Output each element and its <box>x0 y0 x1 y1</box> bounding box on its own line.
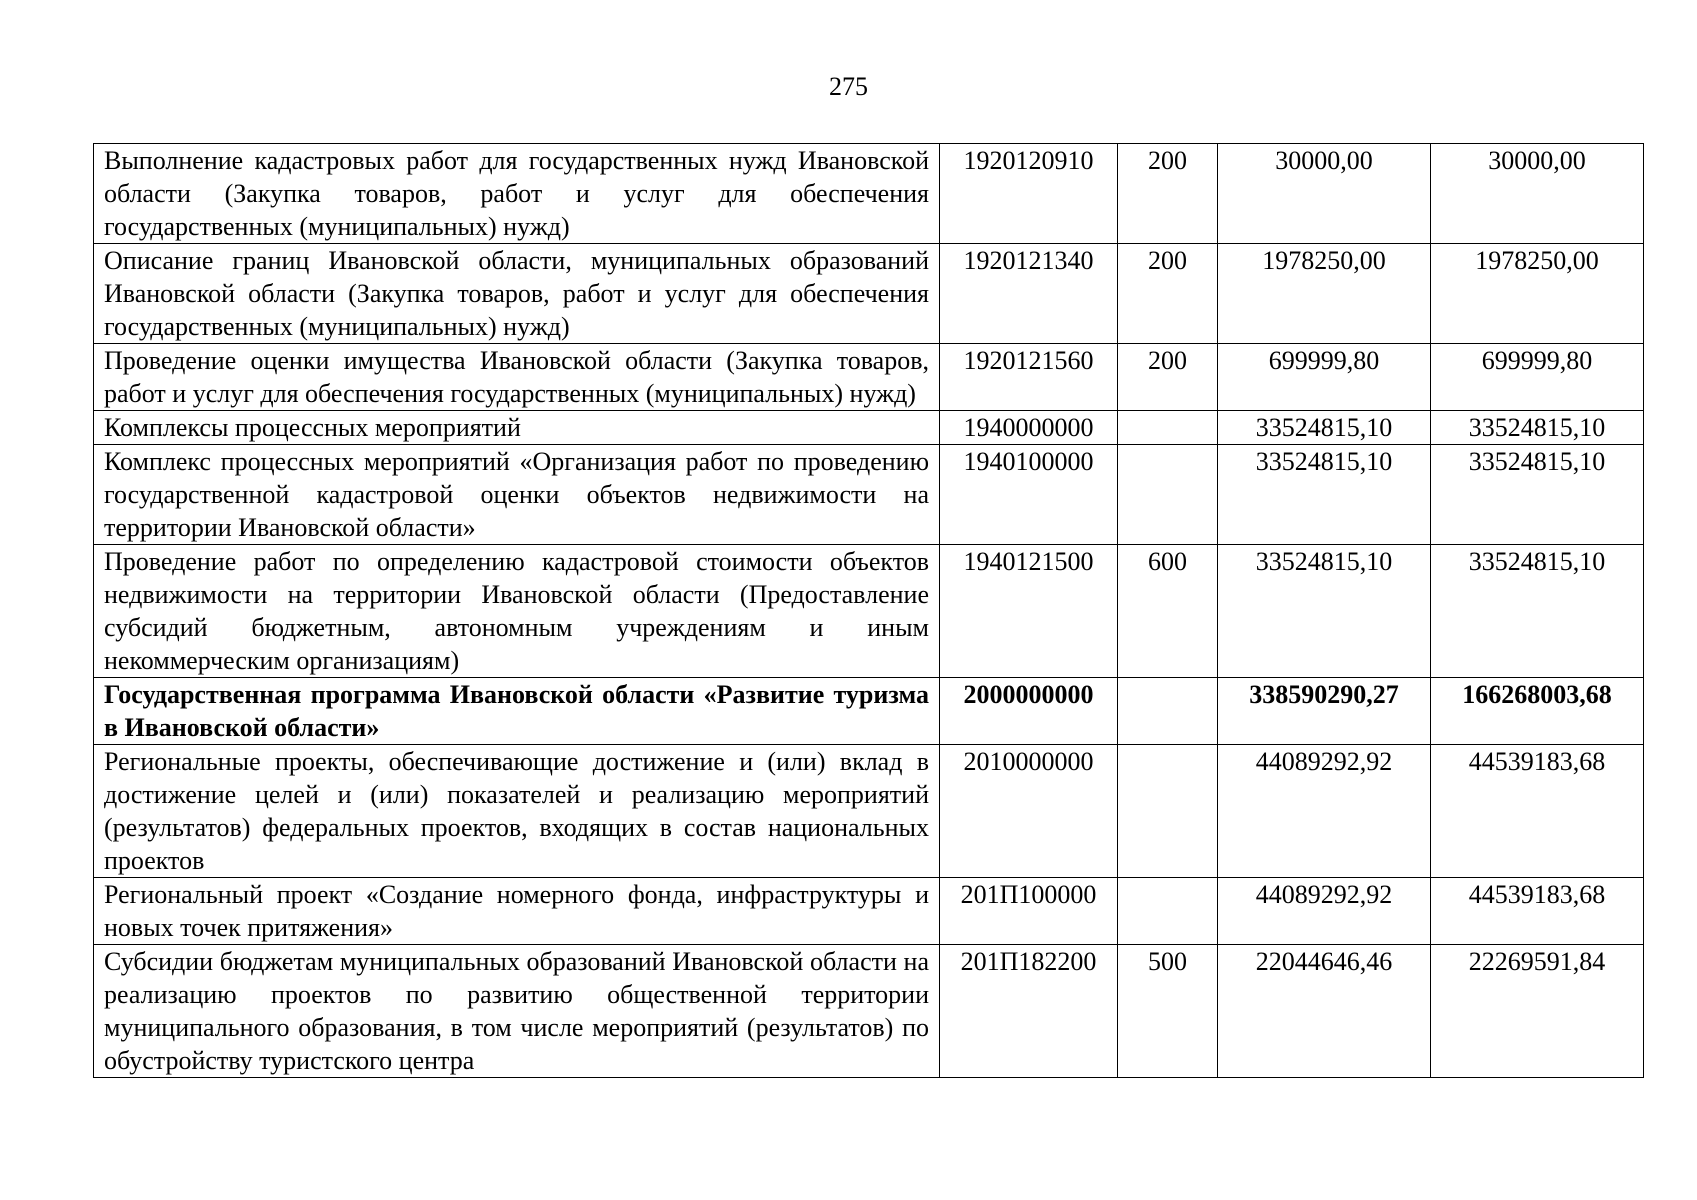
row-description: Проведение работ по определению кадастровой стоимости объектов недвижимости на территории Ивановской области (Предоставление субсидий бюджетным, автономным учреждениям и иным некоммерческим организациям) <box>94 545 940 678</box>
row-code: 1940000000 <box>940 411 1118 445</box>
row-code: 1920120910 <box>940 144 1118 244</box>
row-amount-1: 1978250,00 <box>1218 244 1431 344</box>
row-amount-2: 1978250,00 <box>1431 244 1644 344</box>
table-row <box>94 878 1644 945</box>
row-expense-type: 200 <box>1118 344 1218 411</box>
row-description: Субсидии бюджетам муниципальных образований Ивановской области на реализацию проектов по развитию общественной территории муниципального образования, в том числе мероприятий (результатов) по обустройству туристского центра <box>94 945 940 1078</box>
row-expense-type: 600 <box>1118 545 1218 678</box>
table-row <box>94 344 1644 411</box>
row-amount-2: 22269591,84 <box>1431 945 1644 1078</box>
row-description: Комплексы процессных мероприятий <box>94 411 940 445</box>
row-amount-2: 166268003,68 <box>1431 678 1644 745</box>
row-description: Комплекс процессных мероприятий «Организация работ по проведению государственной кадастровой оценки объектов недвижимости на территории Ивановской области» <box>94 445 940 545</box>
row-expense-type <box>1118 678 1218 745</box>
row-code: 201П100000 <box>940 878 1118 945</box>
row-amount-1: 22044646,46 <box>1218 945 1431 1078</box>
row-amount-1: 33524815,10 <box>1218 545 1431 678</box>
row-amount-2: 699999,80 <box>1431 344 1644 411</box>
row-code: 1920121560 <box>940 344 1118 411</box>
row-code: 201П182200 <box>940 945 1118 1078</box>
table-row <box>94 745 1644 878</box>
row-code: 2000000000 <box>940 678 1118 745</box>
row-amount-2: 44539183,68 <box>1431 878 1644 945</box>
row-code: 1940121500 <box>940 545 1118 678</box>
table-row <box>94 144 1644 244</box>
row-description: Региональный проект «Создание номерного фонда, инфраструктуры и новых точек притяжения» <box>94 878 940 945</box>
row-amount-2: 33524815,10 <box>1431 411 1644 445</box>
table-row <box>94 244 1644 344</box>
row-expense-type <box>1118 445 1218 545</box>
table-row <box>94 445 1644 545</box>
row-description: Выполнение кадастровых работ для государственных нужд Ивановской области (Закупка товаров, работ и услуг для обеспечения государственных (муниципальных) нужд) <box>94 144 940 244</box>
row-amount-2: 30000,00 <box>1431 144 1644 244</box>
row-amount-1: 338590290,27 <box>1218 678 1431 745</box>
table-row <box>94 545 1644 678</box>
table-row-program <box>94 678 1644 745</box>
row-description: Региональные проекты, обеспечивающие достижение и (или) вклад в достижение целей и (или) показателей и реализацию мероприятий (результатов) федеральных проектов, входящих в состав национальных проектов <box>94 745 940 878</box>
row-expense-type <box>1118 411 1218 445</box>
row-amount-1: 30000,00 <box>1218 144 1431 244</box>
row-amount-2: 33524815,10 <box>1431 445 1644 545</box>
row-expense-type <box>1118 878 1218 945</box>
row-expense-type: 200 <box>1118 144 1218 244</box>
table-row <box>94 945 1644 1078</box>
row-amount-2: 33524815,10 <box>1431 545 1644 678</box>
row-code: 2010000000 <box>940 745 1118 878</box>
row-code: 1920121340 <box>940 244 1118 344</box>
budget-table <box>93 143 1644 1078</box>
row-amount-1: 33524815,10 <box>1218 445 1431 545</box>
row-code: 1940100000 <box>940 445 1118 545</box>
row-description: Описание границ Ивановской области, муниципальных образований Ивановской области (Закупка товаров, работ и услуг для обеспечения государственных (муниципальных) нужд) <box>94 244 940 344</box>
table-row <box>94 411 1644 445</box>
row-amount-1: 699999,80 <box>1218 344 1431 411</box>
row-amount-1: 44089292,92 <box>1218 878 1431 945</box>
row-amount-1: 44089292,92 <box>1218 745 1431 878</box>
row-amount-1: 33524815,10 <box>1218 411 1431 445</box>
row-description: Проведение оценки имущества Ивановской области (Закупка товаров, работ и услуг для обеспечения государственных (муниципальных) нужд) <box>94 344 940 411</box>
row-expense-type: 200 <box>1118 244 1218 344</box>
row-amount-2: 44539183,68 <box>1431 745 1644 878</box>
row-expense-type <box>1118 745 1218 878</box>
row-description: Государственная программа Ивановской области «Развитие туризма в Ивановской области» <box>94 678 940 745</box>
page-number: 275 <box>829 72 868 101</box>
row-expense-type: 500 <box>1118 945 1218 1078</box>
